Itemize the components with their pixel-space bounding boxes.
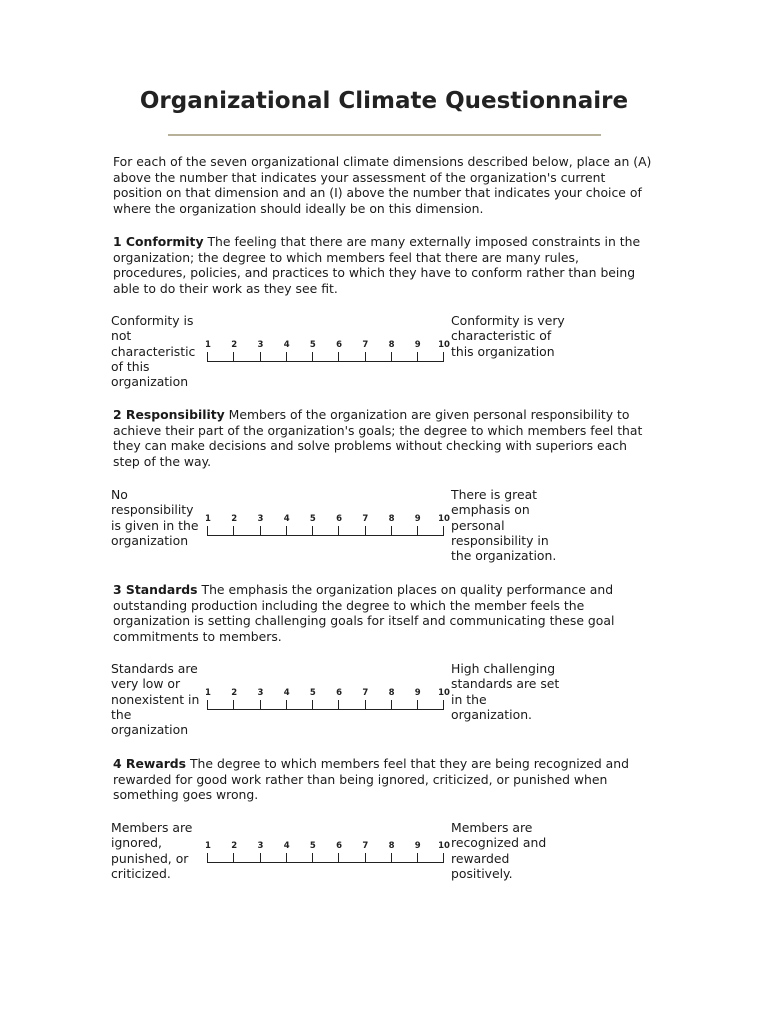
scale-number: 6	[336, 688, 343, 698]
scale-number: 2	[231, 340, 238, 350]
dimension-heading: 1 Conformity	[113, 234, 204, 249]
dimension-description: Members of the organization are given personal responsibility to achieve their part of the organization's goals; the degree to which members feel that they can make decisions and solve problems without checking with superiors each step of the way.	[113, 407, 643, 469]
scale-number: 4	[283, 514, 290, 524]
scale-number: 3	[257, 340, 264, 350]
scale-number: 5	[309, 514, 316, 524]
scale-number: 9	[414, 841, 421, 851]
scale-right-label: Members are recognized and rewarded positively.	[451, 820, 547, 881]
rating-scale[interactable]	[202, 688, 452, 718]
scale-number: 10	[438, 688, 450, 698]
rating-scale[interactable]	[202, 514, 452, 544]
dimension-heading: 3 Standards	[113, 582, 198, 597]
scale-number: 1	[205, 841, 211, 851]
scale-left-label: Members are ignored, punished, or criticized.	[111, 820, 193, 881]
scale-number: 4	[283, 841, 290, 851]
scale-number: 10	[438, 340, 450, 350]
dimension-description: The feeling that there are many externally imposed constraints in the organization; the degree to which members feel that there are many rules, procedures, policies, and practices to which they have to conform rather than being able to do their work as they see fit.	[113, 234, 641, 296]
scale-line	[208, 535, 444, 536]
scale-number: 9	[414, 514, 421, 524]
scale-left-label: Standards are very low or nonexistent in the organization	[111, 661, 200, 738]
scale-number: 6	[336, 514, 343, 524]
rating-scale[interactable]	[202, 340, 452, 370]
scale-number: 8	[388, 514, 395, 524]
page-title: Organizational Climate Questionnaire	[139, 88, 629, 114]
scale-line	[208, 709, 444, 710]
scale-right-label: High challenging standards are set in the organization.	[451, 661, 560, 722]
scale-number: 7	[362, 841, 369, 851]
dimension-heading: 2 Responsibility	[113, 407, 225, 422]
scale-left-label: Conformity is not characteristic of this organization	[111, 313, 196, 390]
scale-number: 2	[231, 841, 238, 851]
scale-number: 1	[205, 688, 211, 698]
scale-right-label: There is great emphasis on personal responsibility in the organization.	[451, 487, 557, 564]
scale-number: 5	[309, 841, 316, 851]
scale-number: 7	[362, 514, 369, 524]
dimension-responsibility-text	[113, 407, 653, 469]
scale-number: 5	[309, 340, 316, 350]
scale-number: 5	[309, 688, 316, 698]
scale-number: 10	[438, 514, 450, 524]
scale-number: 2	[231, 688, 238, 698]
dimension-conformity-text	[113, 234, 653, 296]
scale-number: 6	[336, 340, 343, 350]
intro-text: For each of the seven organizational climate dimensions described below, place an (A) above the number that indicates your assessment of the organization's current position on that dimension and an (I) above the number that indicates your choice of where the organization should ideally be on this dimension.	[113, 154, 652, 216]
scale-number: 4	[283, 340, 290, 350]
dimension-heading: 4 Rewards	[113, 756, 187, 771]
rating-scale[interactable]	[202, 841, 452, 871]
scale-number: 1	[205, 514, 211, 524]
scale-number: 9	[414, 688, 421, 698]
dimension-description: The emphasis the organization places on quality performance and outstanding production including the degree to which the member feels the organization is setting challenging goals for itself and communicating these goal commitments to members.	[113, 582, 615, 644]
scale-number: 7	[362, 340, 369, 350]
scale-number: 4	[283, 688, 290, 698]
scale-number: 6	[336, 841, 343, 851]
title-divider	[168, 134, 601, 136]
dimension-standards-text	[113, 582, 653, 644]
scale-number: 7	[362, 688, 369, 698]
scale-number: 10	[438, 841, 450, 851]
scale-number: 3	[257, 514, 264, 524]
dimension-rewards-text	[113, 756, 653, 803]
scale-number: 2	[231, 514, 238, 524]
scale-number: 8	[388, 340, 395, 350]
scale-line	[208, 862, 444, 863]
scale-number: 1	[205, 340, 211, 350]
scale-number: 3	[257, 688, 264, 698]
scale-left-label: No responsibility is given in the organization	[111, 487, 199, 548]
scale-right-label: Conformity is very characteristic of this organization	[451, 313, 565, 359]
scale-line	[208, 361, 444, 362]
scale-number: 9	[414, 340, 421, 350]
scale-number: 8	[388, 688, 395, 698]
scale-number: 8	[388, 841, 395, 851]
scale-number: 3	[257, 841, 264, 851]
dimension-description: The degree to which members feel that they are being recognized and rewarded for good work rather than being ignored, criticized, or punished when something goes wrong.	[113, 756, 629, 803]
